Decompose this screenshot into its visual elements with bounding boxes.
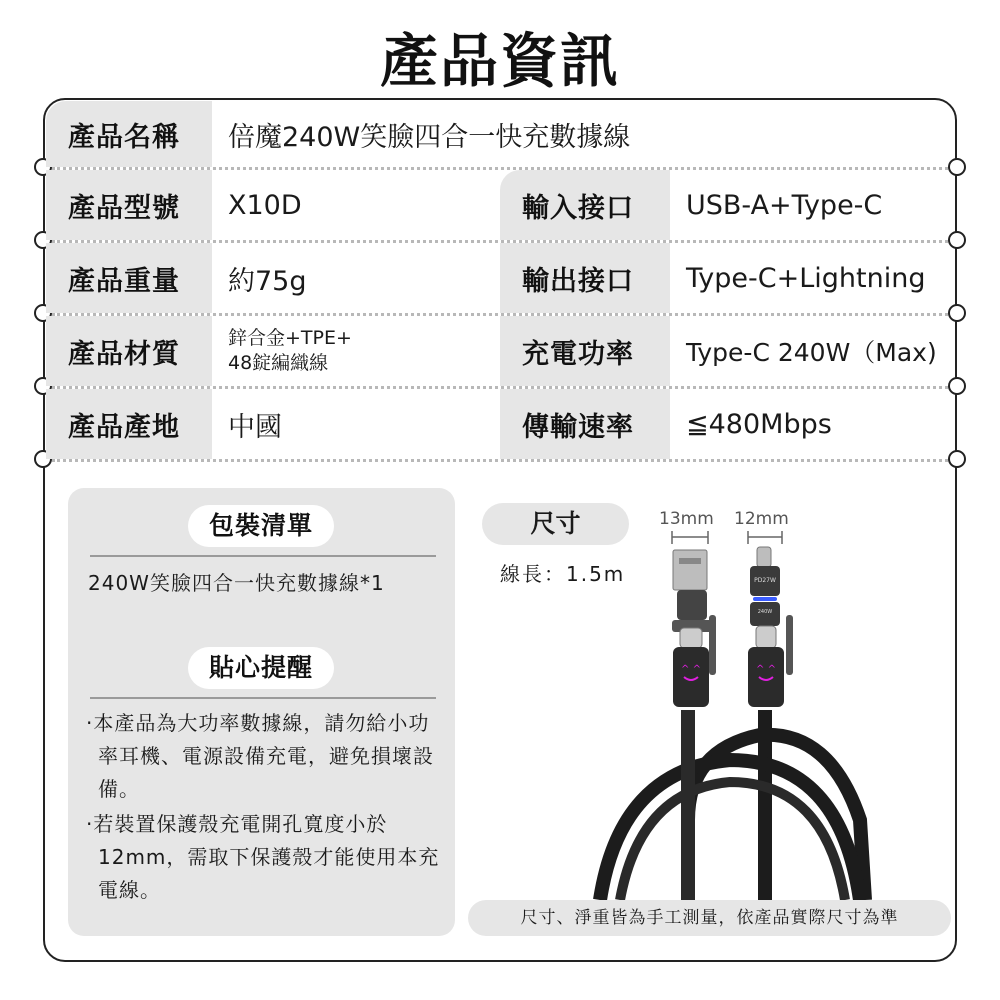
cable-length: 線長：1.5m xyxy=(500,562,626,586)
dimension-bracket xyxy=(672,531,782,544)
package-title: 包裝清單 xyxy=(188,505,334,547)
spec-label-power: 充電功率 xyxy=(500,316,670,386)
svg-text:240W: 240W xyxy=(757,609,773,615)
spec-value-speed: ≦480Mbps xyxy=(686,408,832,440)
divider xyxy=(90,697,436,699)
spec-value-output: Type-C+Lightning xyxy=(686,262,926,294)
spec-label-output: 輸出接口 xyxy=(500,243,670,313)
spec-label-material: 產品材質 xyxy=(46,316,212,386)
tip-item: ‧本產品為大功率數據線，請勿給小功率耳機、電源設備充電，避免損壞設備。 xyxy=(86,711,434,801)
package-content: 240W笑臉四合一快充數據線*1 xyxy=(88,571,385,595)
tips-title: 貼心提醒 xyxy=(188,647,334,689)
dimensions-title: 尺寸 xyxy=(482,503,629,545)
usb-a-connector xyxy=(672,550,712,632)
svg-text:^ ^: ^ ^ xyxy=(756,664,776,675)
tips-list xyxy=(86,707,446,909)
spec-label-speed: 傳輸速率 xyxy=(500,389,670,459)
material-line-1: 鋅合金+TPE+ xyxy=(228,327,352,349)
svg-text:^ ^: ^ ^ xyxy=(681,664,701,675)
divider xyxy=(90,555,436,557)
spec-value-name: 倍魔240W笑臉四合一快充數據線 xyxy=(228,121,631,153)
usb-c-connector-right xyxy=(748,615,793,707)
spec-value-material xyxy=(212,316,500,386)
cable-illustration xyxy=(560,520,940,910)
tip-item: ‧若裝置保護殼充電開孔寬度小於12mm，需取下保護殼才能使用本充電線。 xyxy=(86,812,440,902)
spec-label-model: 產品型號 xyxy=(46,170,212,240)
measurement-disclaimer: 尺寸、淨重皆為手工測量，依產品實際尺寸為準 xyxy=(468,900,951,936)
spec-label-weight: 產品重量 xyxy=(46,243,212,313)
spec-label-origin: 產品產地 xyxy=(46,389,212,459)
width-b-label: 12mm xyxy=(734,509,789,529)
spec-value-power: Type-C 240W（Max) xyxy=(686,338,937,367)
spec-value-weight: 約75g xyxy=(228,265,307,297)
width-a-label: 13mm xyxy=(659,509,714,529)
spec-value-input: USB-A+Type-C xyxy=(686,189,883,221)
svg-text:PD27W: PD27W xyxy=(754,577,776,584)
spec-value-model: X10D xyxy=(228,189,302,221)
spec-value-origin: 中國 xyxy=(228,411,282,443)
row-divider xyxy=(52,459,948,462)
spec-label-input: 輸入接口 xyxy=(500,170,670,240)
spec-label-name: 產品名稱 xyxy=(46,101,212,167)
material-line-2: 48錠編織線 xyxy=(228,352,329,374)
lightning-connector xyxy=(750,547,780,626)
page-title: 產品資訊 xyxy=(379,27,620,95)
